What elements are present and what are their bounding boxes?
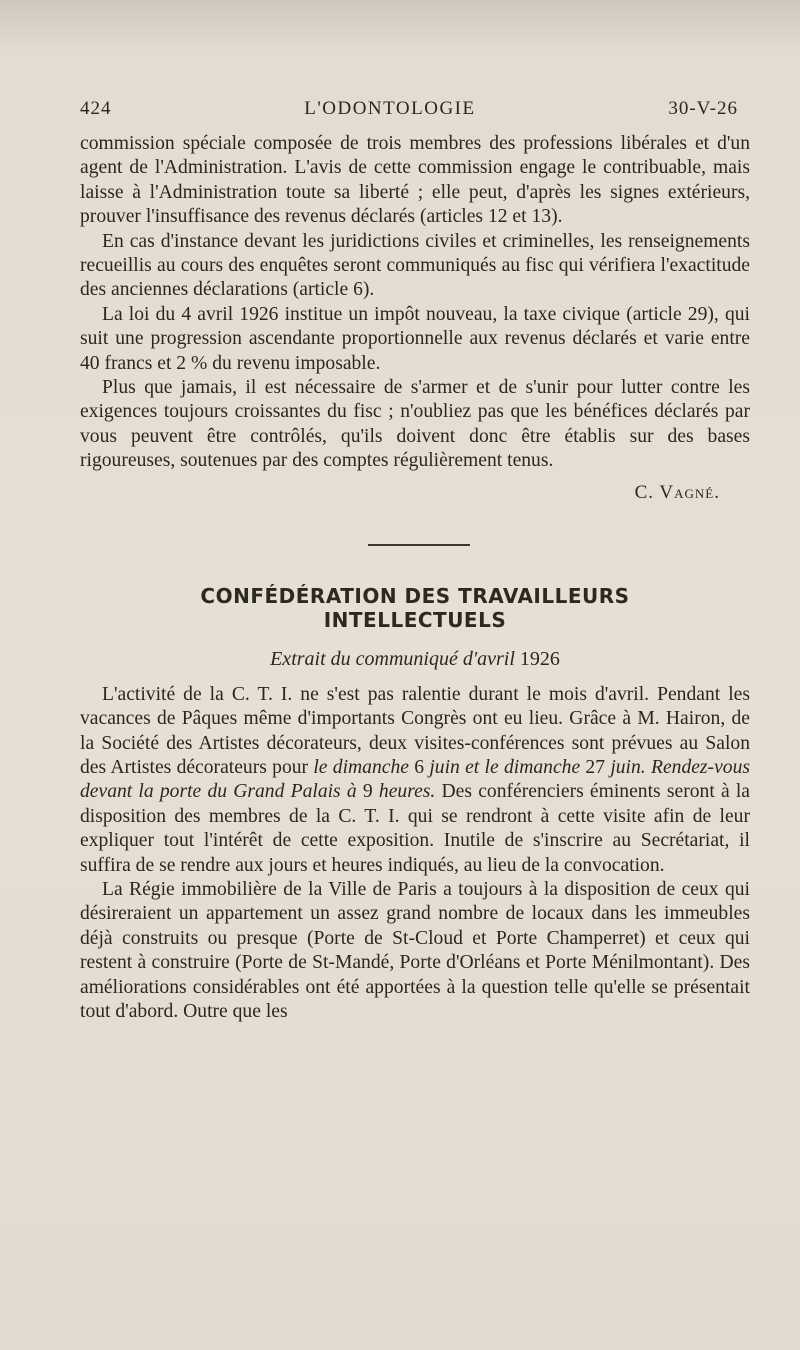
text-run: 6 [408, 756, 430, 778]
section-title-line: INTELLECTUELS [323, 607, 507, 632]
subtitle-text: Extrait du communiqué d'avril [270, 647, 515, 670]
section-title-line: CONFÉDÉRATION DES TRAVAILLEURS [200, 583, 630, 608]
journal-title: L'ODONTOLOGIE [304, 98, 476, 119]
paragraph: En cas d'instance devant les juridictions civiles et criminelles, les renseignements recueillis au cours des enquêtes seront communiqués au fisc qui vérifiera l'exactitude des anciennes déclarations (article 6). [80, 230, 750, 301]
author-signature: C. Vagné. [634, 481, 720, 503]
section-divider [368, 544, 470, 546]
paragraph: commission spéciale composée de trois membres des professions libérales et d'un agent de l'Administration. L'avis de cette commission engage le contribuable, mais laisse à l'Administration toute sa liberté ; elle peut, d'après les signes extérieurs, prouver l'insuffisance des revenus déclarés (articles 12 et 13). [80, 133, 750, 228]
subtitle-year: 1926 [519, 647, 560, 670]
paragraph: Plus que jamais, il est nécessaire de s'armer et de s'unir pour lutter contre les exigences toujours croissantes du fisc ; n'oubliez pas que les bénéfices déclarés par vous peuvent être contrôlés, qu'ils doivent donc être établis sur des bases rigoureuses, soutenues par des comptes régulièrement tenus. [80, 377, 750, 472]
text-run: Des conférenciers éminents seront à la disposition des membres de la C. T. I. qui se rendront à cette visite afin de leur expliquer tout l'intérêt de cette exposition. Inutile de s'inscrire au Secrétariat, il suffira de se rendre aux jours et heures indiqués, au lieu de la convocation. [80, 781, 751, 876]
text-run: L'activité de la C. T. I. ne s'est pas ralentie durant le mois d'avril. Pendant les vacances de Pâques même d'importants Congrès ont eu lieu. Grâce à M. Hairon, de la Société des Artistes décorateurs, deux visites-conférences sont prévues au Salon des Artistes décorateurs pour [80, 683, 750, 778]
text-run-italic: le dimanche [313, 756, 409, 778]
page-number: 424 [80, 98, 112, 119]
text-run-italic: juin et le dimanche [429, 756, 581, 778]
paragraph [80, 683, 750, 878]
article-fiscal [80, 132, 750, 474]
running-head [80, 98, 750, 120]
paragraph: La Régie immobilière de la Ville de Paris a toujours à la disposition de ceux qui désireraient un appartement un assez grand nombre de locaux dans les immeubles déjà construits ou presque (Porte de St-Cloud et Porte Champerret) et ceux qui restent à construire (Porte de St-Mandé, Porte d'Orléans et Porte Ménilmontant). Des améliorations considérables ont été apportées à la question telle qu'elle se présentait tout d'abord. Outre que les [80, 878, 750, 1022]
issue-date: 30-V-26 [668, 98, 738, 119]
text-run-italic: heures. [378, 781, 436, 803]
text-run: 9 [356, 781, 379, 803]
paragraph: La loi du 4 avril 1926 institue un impôt nouveau, la taxe civique (article 29), qui suit une progression ascendante proportionnelle aux revenus déclarés et varie entre 40 francs et 2 % du revenu imposable. [80, 303, 750, 374]
text-run: 27 [580, 756, 611, 778]
article-cti [80, 683, 750, 1025]
section-subtitle [80, 648, 750, 671]
section-title [80, 584, 750, 632]
text-run-italic: juin. Rendez-vous devant la porte du Grand Palais à [80, 756, 751, 803]
